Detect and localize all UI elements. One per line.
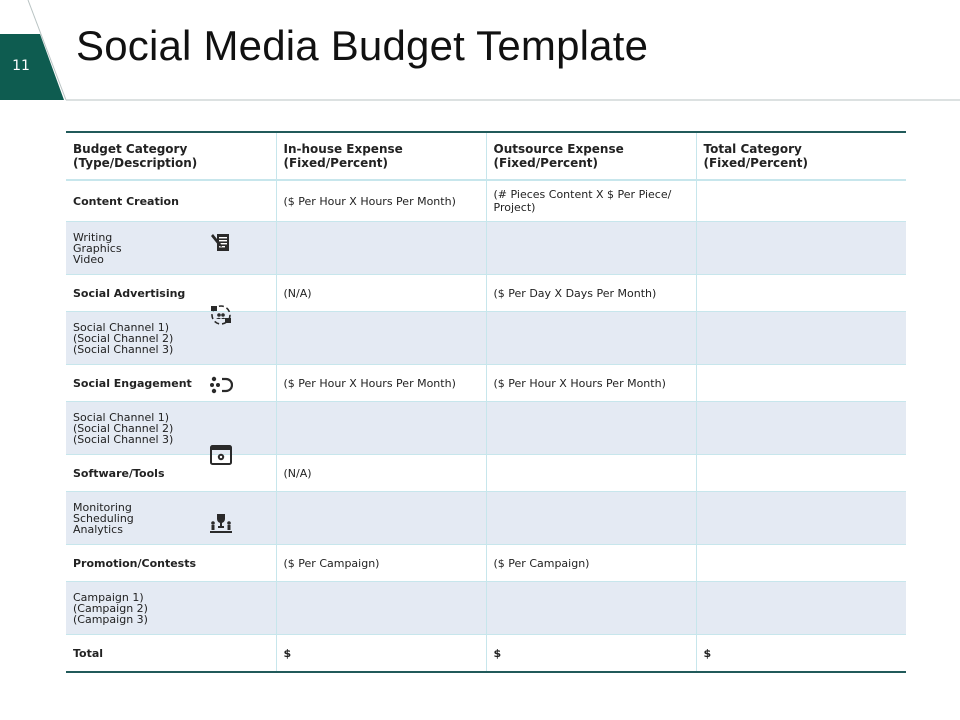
header-outsource-expense: Outsource Expense (Fixed/Percent) (486, 132, 696, 180)
outsource-cell (486, 222, 696, 275)
inhouse-cell: ($ Per Hour X Hours Per Month) (276, 180, 486, 222)
outsource-cell (486, 402, 696, 455)
pencil-document-icon (208, 230, 234, 256)
total-cell (696, 455, 906, 492)
table-row (66, 492, 906, 545)
table-row (66, 365, 906, 402)
table-row (66, 402, 906, 455)
budget-table (66, 131, 906, 673)
inhouse-cell (276, 312, 486, 365)
social-network-cycle-icon (208, 302, 234, 328)
category-name: Promotion/Contests (66, 545, 276, 582)
table-header-row (66, 132, 906, 180)
outsource-cell (486, 455, 696, 492)
table-row (66, 582, 906, 635)
total-inhouse: $ (276, 635, 486, 673)
browser-gear-icon (208, 442, 234, 468)
outsource-cell: ($ Per Day X Days Per Month) (486, 275, 696, 312)
total-cell (696, 312, 906, 365)
inhouse-cell: ($ Per Hour X Hours Per Month) (276, 365, 486, 402)
trophy-people-icon (208, 510, 234, 536)
header-total-category: Total Category (Fixed/Percent) (696, 132, 906, 180)
outsource-cell: ($ Per Hour X Hours Per Month) (486, 365, 696, 402)
header-inhouse-expense: In-house Expense (Fixed/Percent) (276, 132, 486, 180)
header-budget-category: Budget Category (Type/Description) (66, 132, 276, 180)
category-name: Content Creation (66, 180, 276, 222)
category-name: Social Advertising (66, 275, 276, 312)
total-cell (696, 180, 906, 222)
category-items: Writing Graphics Video (66, 222, 276, 275)
total-cell (696, 402, 906, 455)
category-name: Social Engagement (66, 365, 276, 402)
category-items: Social Channel 1) (Social Channel 2) (Social Channel 3) (66, 312, 276, 365)
slide-number: 11 (12, 58, 30, 74)
category-items: Social Channel 1) (Social Channel 2) (Social Channel 3) (66, 402, 276, 455)
table-row (66, 455, 906, 492)
total-row (66, 635, 906, 673)
outsource-cell: (# Pieces Content X $ Per Piece/ Project) (486, 180, 696, 222)
outsource-cell (486, 492, 696, 545)
inhouse-cell (276, 222, 486, 275)
inhouse-cell: ($ Per Campaign) (276, 545, 486, 582)
share-nodes-icon (208, 372, 234, 398)
category-items: Campaign 1) (Campaign 2) (Campaign 3) (66, 582, 276, 635)
page-title: Social Media Budget Template (76, 22, 649, 69)
inhouse-cell (276, 492, 486, 545)
inhouse-cell: (N/A) (276, 455, 486, 492)
table-row (66, 545, 906, 582)
total-cell (696, 365, 906, 402)
outsource-cell: ($ Per Campaign) (486, 545, 696, 582)
outsource-cell (486, 582, 696, 635)
inhouse-cell (276, 582, 486, 635)
category-items: Monitoring Scheduling Analytics (66, 492, 276, 545)
total-label: Total (66, 635, 276, 673)
total-cell (696, 492, 906, 545)
category-name: Software/Tools (66, 455, 276, 492)
table-row (66, 222, 906, 275)
table-row (66, 180, 906, 222)
total-cell (696, 545, 906, 582)
table-row (66, 312, 906, 365)
outsource-cell (486, 312, 696, 365)
total-cell (696, 275, 906, 312)
inhouse-cell (276, 402, 486, 455)
total-cell (696, 582, 906, 635)
total-outsource: $ (486, 635, 696, 673)
total-total: $ (696, 635, 906, 673)
total-cell (696, 222, 906, 275)
table-row (66, 275, 906, 312)
inhouse-cell: (N/A) (276, 275, 486, 312)
